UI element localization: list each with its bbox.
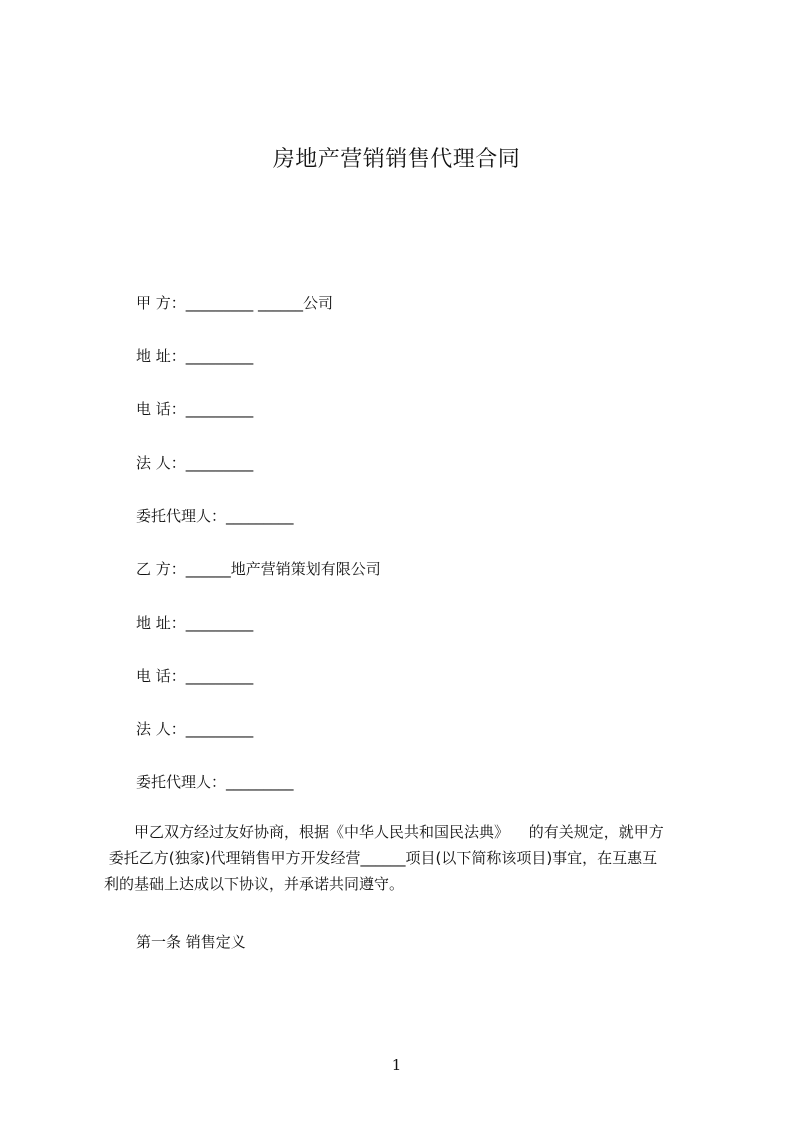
party-a-phone: 电 话：_________ <box>136 400 254 418</box>
party-b-address: 地 址：_________ <box>136 614 254 632</box>
party-b-name: 乙 方：______地产营销策划有限公司 <box>136 560 381 578</box>
party-a-address: 地 址：_________ <box>136 347 254 365</box>
section-heading: 第一条 销售定义 <box>136 933 246 951</box>
party-a-legal-person: 法 人：_________ <box>136 454 254 472</box>
intro-line: 利的基础上达成以下协议，并承诺共同遵守。 <box>104 875 405 893</box>
party-b-legal-person: 法 人：_________ <box>136 720 254 738</box>
page-number: 1 <box>391 1056 402 1074</box>
intro-paragraph <box>104 819 700 897</box>
intro-line: 甲乙双方经过友好协商，根据《中华人民共和国民法典》 的有关规定，就甲方 <box>104 823 664 841</box>
intro-line: 委托乙方(独家)代理销售甲方开发经营______项目(以下简称该项目)事宜，在互惠互 <box>104 849 658 867</box>
party-a-name: 甲 方：_________ ______公司 <box>136 294 334 312</box>
party-b-phone: 电 话：_________ <box>136 667 254 685</box>
party-b-agent: 委托代理人：_________ <box>136 773 294 791</box>
party-a-agent: 委托代理人：_________ <box>136 507 294 525</box>
document-title: 房地产营销销售代理合同 <box>272 147 521 172</box>
